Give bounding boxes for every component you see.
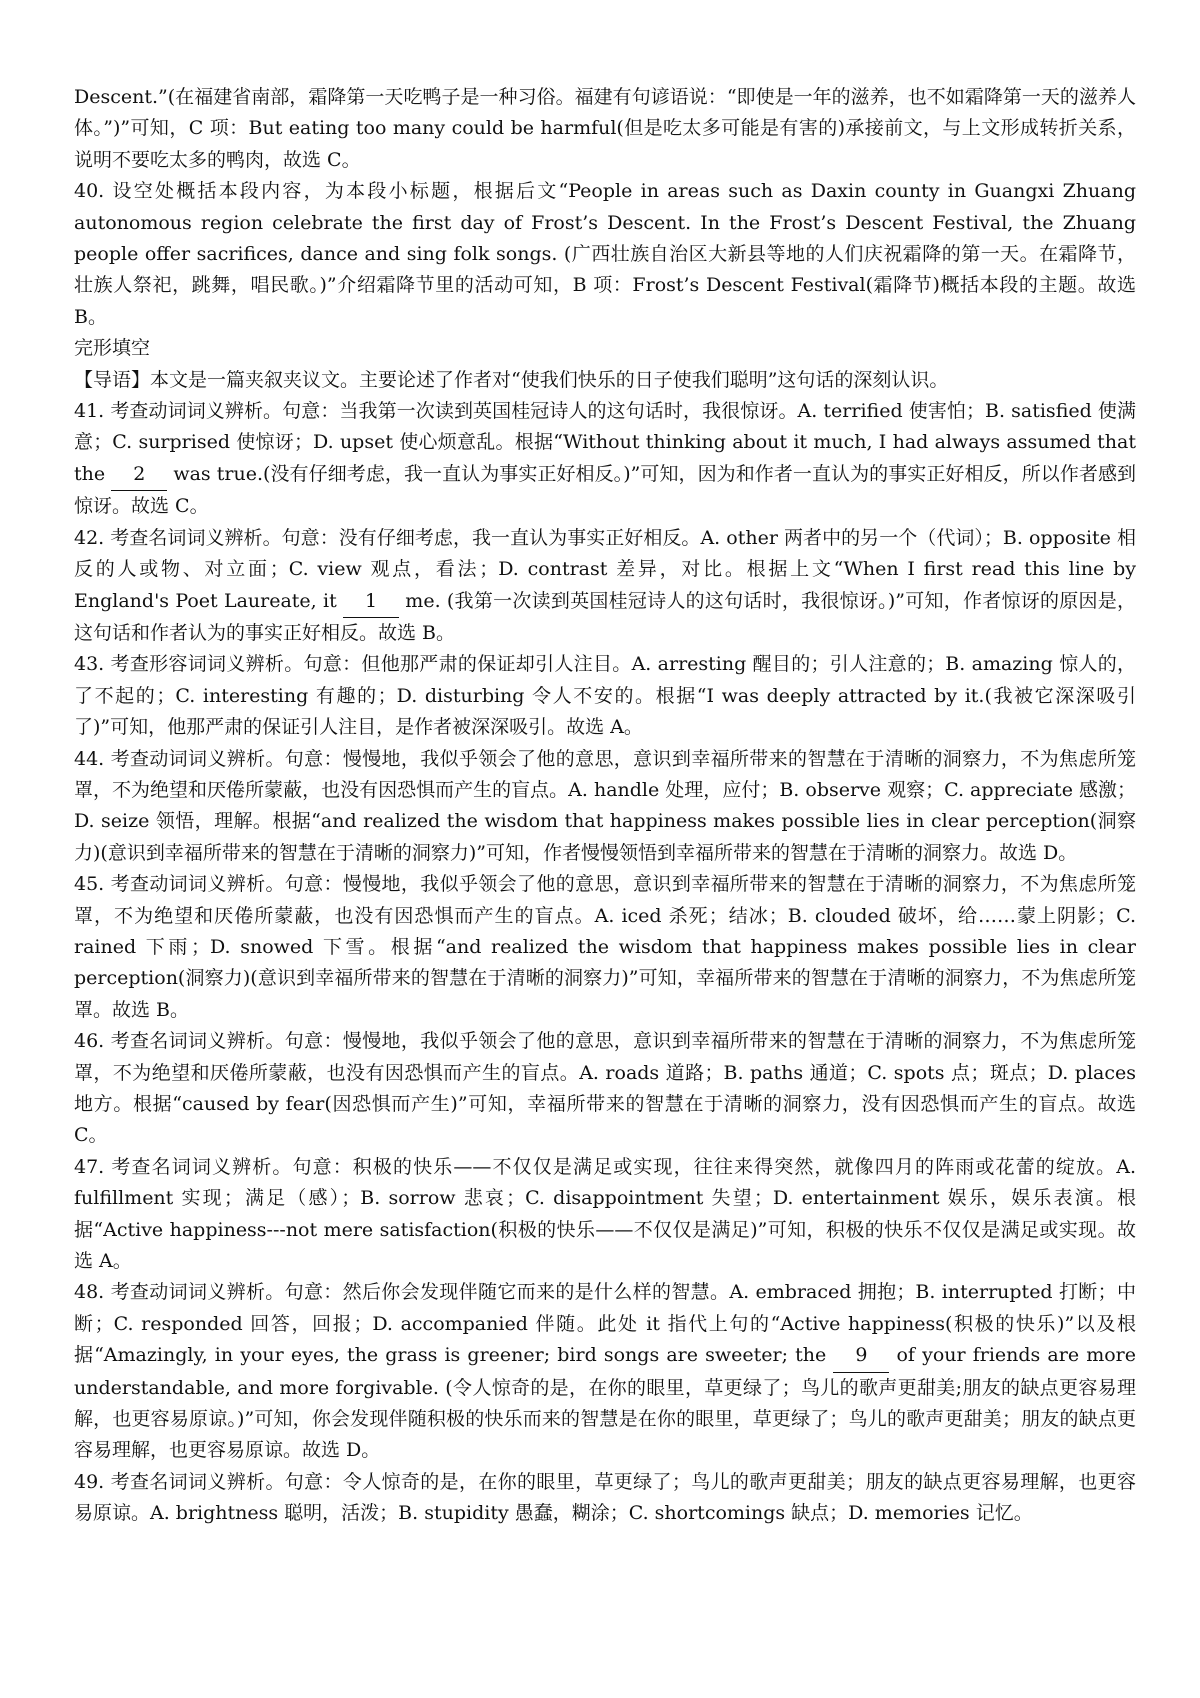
q42-text-before: 42. 考查名词词义辨析。句意：没有仔细考虑，我一直认为事实正好相反。A. other 两者中的另一个（代词）；B. opposite 相反的人或物、对立面；C. view 观点，看法；D. contrast 差异，对比。根据上文“When I first read this line by England's Poet Laureate, it: [74, 526, 1136, 612]
q48-blank: 9: [833, 1340, 889, 1372]
q41-blank: 2: [111, 459, 167, 491]
q42-text-after: me. (我第一次读到英国桂冠诗人的这句话时，我很惊讶。)”可知，作者惊讶的原因是，这句话和作者认为的事实正好相反。故选 B。: [74, 589, 1136, 644]
q41-text-before: 41. 考查动词词义辨析。句意：当我第一次读到英国桂冠诗人的这句话时，我很惊讶。A. terrified 使害怕；B. satisfied 使满意；C. surprised 使惊讶；D. upset 使心烦意乱。根据“Without thinking about it much, I had always assumed that the: [74, 400, 1136, 485]
q42-blank: 1: [343, 586, 399, 618]
paragraph-46: 46. 考查名词词义辨析。句意：慢慢地，我似乎领会了他的意思，意识到幸福所带来的智慧在于清晰的洞察力，不为焦虑所笼罩，不为绝望和厌倦所蒙蔽，也没有因恐惧而产生的盲点。A. roads 道路；B. paths 通道；C. spots 点；斑点；D. places 地方。根据“caused by fear(因恐惧而产生)”可知，幸福所带来的智慧在于清晰的洞察力，没有因恐惧而产生的盲点。故选 C。: [74, 1030, 1136, 1147]
paragraph-48: [74, 1277, 1136, 1466]
intro-guide: 【导语】本文是一篇夹叙夹议文。主要论述了作者对“使我们快乐的日子使我们聪明”这句话的深刻认识。: [74, 368, 949, 391]
section-title: 完形填空: [74, 337, 151, 360]
q48-text-after: of your friends are more understandable, and more forgivable. (令人惊奇的是，在你的眼里，草更绿了；鸟儿的歌声更甜美;朋友的缺点更容易理解，也更容易原谅。)”可知，你会发现伴随积极的快乐而来的智慧是在你的眼里，草更绿了；鸟儿的歌声更甜美；朋友的缺点更容易理解，也更容易原谅。故选 D。: [74, 1344, 1136, 1462]
q41-text-after: was true.(没有仔细考虑，我一直认为事实正好相反。)”可知，因为和作者一直认为的事实正好相反，所以作者感到惊讶。故选 C。: [74, 462, 1137, 518]
paragraph-43: 43. 考查形容词词义辨析。句意：但他那严肃的保证却引人注目。A. arresting 醒目的；引人注意的；B. amazing 惊人的，了不起的；C. interesting 有趣的；D. disturbing 令人不安的。根据“I was deeply attracted by it.(我被它深深吸引了)”可知，他那严肃的保证引人注目，是作者被深深吸引。故选 A。: [74, 653, 1136, 739]
paragraph-42: [74, 523, 1136, 650]
paragraph-45: 45. 考查动词词义辨析。句意：慢慢地，我似乎领会了他的意思，意识到幸福所带来的智慧在于清晰的洞察力，不为焦虑所笼罩，不为绝望和厌倦所蒙蔽，也没有因恐惧而产生的盲点。A. iced 杀死；结冰；B. clouded 破坏，给……蒙上阴影；C. rained 下雨；D. snowed 下雪。根据“and realized the wisdom that happiness makes possible lies in clear perception(洞察力)(意识到幸福所带来的智慧在于清晰的洞察力)”可知，幸福所带来的智慧在于清晰的洞察力，不为焦虑所笼罩。故选 B。: [74, 873, 1136, 1021]
paragraph-47: 47. 考查名词词义辨析。句意：积极的快乐——不仅仅是满足或实现，往往来得突然，就像四月的阵雨或花蕾的绽放。A. fulfillment 实现；满足（感）；B. sorrow 悲哀；C. disappointment 失望；D. entertainment 娱乐，娱乐表演。根据“Active happiness---not mere satisfaction(积极的快乐——不仅仅是满足)”可知，积极的快乐不仅仅是满足或实现。故选 A。: [74, 1155, 1136, 1273]
document-page: [74, 82, 1136, 1530]
paragraph-44: 44. 考查动词词义辨析。句意：慢慢地，我似乎领会了他的意思，意识到幸福所带来的智慧在于清晰的洞察力，不为焦虑所笼罩，不为绝望和厌倦所蒙蔽，也没有因恐惧而产生的盲点。A. handle 处理，应付；B. observe 观察；C. appreciate 感激；D. seize 领悟，理解。根据“and realized the wisdom that happiness makes possible lies in clear perception(洞察力)(意识到幸福所带来的智慧在于清晰的洞察力)”可知，作者慢慢领悟到幸福所带来的智慧在于清晰的洞察力。故选 D。: [74, 747, 1136, 864]
paragraph-49: 49. 考查名词词义辨析。句意：令人惊奇的是，在你的眼里，草更绿了；鸟儿的歌声更甜美；朋友的缺点更容易理解，也更容易原谅。A. brightness 聪明，活泼；B. stupidity 愚蠢，糊涂；C. shortcomings 缺点；D. memories 记忆。: [74, 1470, 1136, 1525]
paragraph-41: [74, 396, 1136, 523]
paragraph-40: 40. 设空处概括本段内容，为本段小标题，根据后文“People in areas such as Daxin county in Guangxi Zhuang autonomous region celebrate the first day of Frost’s Descent. In the Frost’s Descent Festival, the Zhuang people offer sacrifices, dance and sing folk songs. (广西壮族自治区大新县等地的人们庆祝霜降的第一天。在霜降节，壮族人祭祀，跳舞，唱民歌。)”介绍霜降节里的活动可知，B 项：Frost’s Descent Festival(霜降节)概括本段的主题。故选 B。: [74, 180, 1136, 328]
q48-text-before: 48. 考查动词词义辨析。句意：然后你会发现伴随它而来的是什么样的智慧。A. embraced 拥抱；B. interrupted 打断；中断；C. responded 回答，回报；D. accompanied 伴随。此处 it 指代上句的“Active happiness(积极的快乐)”以及根据“Amazingly, in your eyes, the grass is greener; bird songs are sweeter; the: [74, 1281, 1136, 1367]
paragraph-39-continued: Descent.”(在福建省南部，霜降第一天吃鸭子是一种习俗。福建有句谚语说：“即使是一年的滋养，也不如霜降第一天的滋养人体。”)”可知，C 项：But eating too many could be harmful(但是吃太多可能是有害的)承接前文，与上文形成转折关系，说明不要吃太多的鸭肉，故选 C。: [74, 86, 1136, 171]
